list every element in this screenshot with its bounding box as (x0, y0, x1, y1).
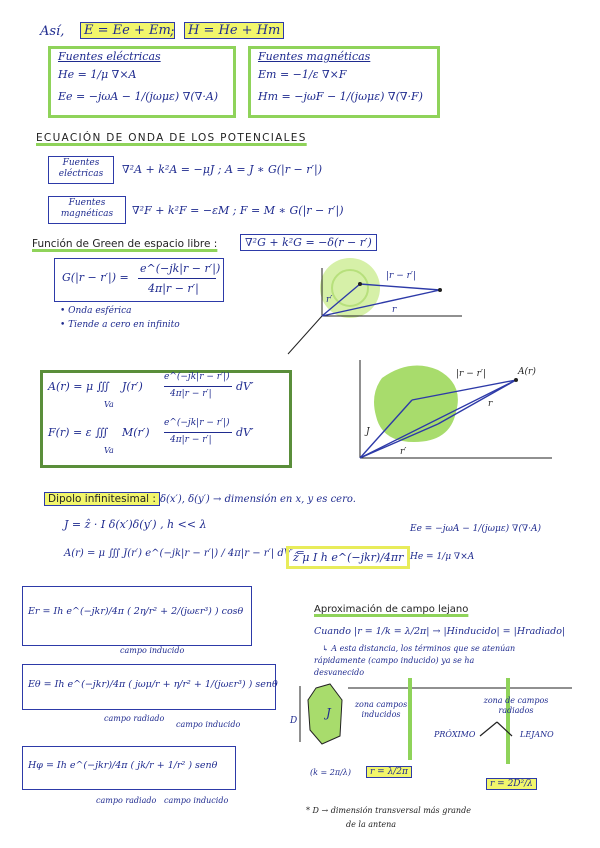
dipolo-desc: δ(x′), δ(y′) → dimensión en x, y es cero. (160, 494, 356, 505)
electric-ee-eq: Ee = −jωA − 1/(jωμε) ∇(∇·A) (58, 90, 219, 103)
wave-eq-electric: ∇²A + k²A = −μJ ; A = J ∗ G(|r − r′|) (122, 163, 322, 176)
lejano-line-2: ↳ A esta distancia, los términos que se atenúan (322, 644, 516, 653)
zones-d-label: D (290, 716, 298, 726)
wave-eq-magnetic: ∇²F + k²F = −εM ; F = M ∗ G(|r − r′|) (132, 204, 344, 217)
intro-eq-h: H = He + Hm (184, 22, 284, 39)
electric-sources-title: Fuentes eléctricas (58, 50, 161, 63)
dipolo-heading: Dipolo infinitesimal : (44, 492, 160, 506)
wave-label-electric: Fuentes eléctricas (58, 158, 104, 179)
intro-eq-e: E = Ee + Em (80, 22, 175, 39)
hphi-note-radiated: campo radiado (96, 796, 157, 805)
electric-he-eq: He = 1/μ ∇×A (58, 68, 137, 81)
lejano-line-3: rápidamente (campo inducido) ya se ha (314, 656, 475, 665)
f-integral-den: 4π|r − r′| (170, 435, 212, 445)
green-vector-diagram (282, 248, 462, 358)
lejano-heading: Aproximación de campo lejano (314, 604, 469, 615)
magnetic-sources-title: Fuentes magnéticas (258, 50, 371, 63)
eth-note-radiated: campo radiado (104, 714, 165, 723)
dipolo-a-eq: A(r) = μ ∭ J(r′) e^(−jk|r − r′|) / 4π|r − r′| dV′ = (64, 548, 305, 559)
wave-label-magnetic: Fuentes magnéticas (60, 198, 114, 219)
f-integral-vol: Va (104, 446, 114, 455)
f-integral-mid: M(r′) (122, 426, 150, 439)
intro-asi: Así, (40, 24, 65, 39)
hphi-note-induced: campo inducido (164, 796, 229, 805)
lejano-line-1: Cuando |r = 1/k = λ/2π| → |Hinducido| = |Hradiado| (314, 626, 566, 637)
label-r-minus-rprime-2: |r − r′| (456, 369, 486, 379)
label-rprime-2: r′ (400, 447, 407, 457)
potential-vector-diagram (352, 350, 562, 462)
wave-heading: ECUACIÓN DE ONDA DE LOS POTENCIALES (36, 132, 307, 144)
label-proximo: PRÓXIMO (434, 730, 476, 739)
green-heading: Función de Green de espacio libre : (32, 238, 218, 250)
a-integral-bar (164, 386, 232, 387)
intro-sep: ; (170, 24, 175, 39)
eth-note-induced: campo inducido (176, 720, 241, 729)
r-boundary-2: r = 2D²/λ (486, 778, 537, 790)
green-formula-lhs: G(|r − r′|) = (62, 271, 129, 284)
f-integral-num: e^(−jk|r − r′|) (164, 418, 230, 428)
f-integral-end: dV′ (236, 426, 254, 439)
label-lejano: LEJANO (520, 730, 554, 739)
label-r-2: r (488, 399, 493, 409)
dipolo-he-eq: He = 1/μ ∇×A (410, 552, 475, 562)
eth-eq: Eθ = Ih e^(−jkr)/4π ( jωμ/r + η/r² + 1/(jωεr³) ) senθ (28, 679, 278, 690)
zona-inducidos: zona campos inducidos (354, 700, 408, 719)
green-formula-bar (138, 278, 216, 279)
er-note: campo inducido (120, 646, 185, 655)
d-note-1: * D → dimensión transversal más grande (306, 806, 471, 815)
label-rprime: r′ (326, 295, 333, 305)
a-integral-lhs: A(r) = μ ∭ (48, 380, 110, 393)
green-bullet-2: • Tiende a cero en infinito (60, 320, 180, 330)
dipolo-a-result: ẑ μ I h e^(−jkr)/4πr (286, 546, 410, 569)
zona-radiados: zona de campos radiados (483, 696, 549, 715)
dipolo-ee-eq: Ee = −jωA − 1/(jωμε) ∇(∇·A) (410, 524, 541, 534)
label-r: r (392, 305, 397, 315)
k-definition: (k = 2π/λ) (310, 768, 351, 777)
a-integral-num: e^(−jk|r − r′|) (164, 372, 230, 382)
antenna-shape (308, 684, 342, 744)
f-integral-bar (164, 432, 232, 433)
a-integral-vol: Va (104, 400, 114, 409)
magnetic-hm-eq: Hm = −jωF − 1/(jωμε) ∇(∇·F) (258, 90, 423, 103)
source-region (320, 258, 380, 318)
green-eq: ∇²G + k²G = −δ(r − r′) (240, 234, 377, 251)
a-integral-end: dV′ (236, 380, 254, 393)
r-boundary-1: r = λ/2π (366, 766, 412, 778)
label-a-of-r: A(r) (518, 367, 536, 377)
green-formula-den: 4π|r − r′| (148, 282, 199, 295)
label-j: J (366, 427, 370, 437)
green-formula-num: e^(−jk|r − r′|) (140, 262, 221, 275)
magnetic-em-eq: Em = −1/ε ∇×F (258, 68, 347, 81)
hphi-eq: Hφ = Ih e^(−jkr)/4π ( jk/r + 1/r² ) senθ (28, 760, 218, 771)
er-eq: Er = Ih e^(−jkr)/4π ( 2η/r² + 2/(jωεr³) ) cosθ (28, 606, 244, 617)
f-integral-lhs: F(r) = ε ∭ (48, 426, 109, 439)
dipolo-j-eq: J = ẑ · I δ(x′)δ(y′) , h << λ (64, 518, 207, 531)
label-r-minus-rprime: |r − r′| (386, 271, 416, 281)
a-integral-mid: J(r′) (122, 380, 143, 393)
a-integral-den: 4π|r − r′| (170, 389, 212, 399)
d-note-2: de la antena (346, 820, 397, 829)
green-bullet-1: • Onda esférica (60, 306, 132, 316)
zones-j-label: J (326, 706, 331, 720)
lejano-line-4: desvanecido (314, 668, 365, 677)
